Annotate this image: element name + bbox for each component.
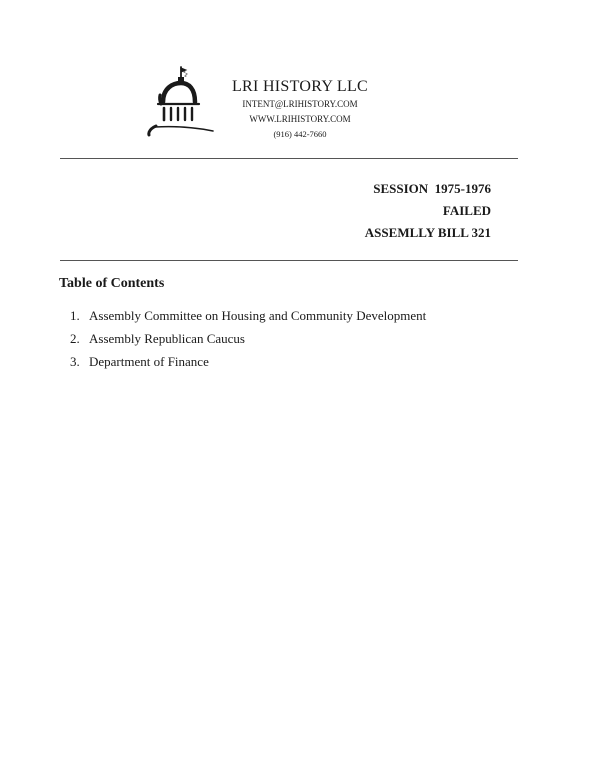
top-divider xyxy=(60,158,518,159)
toc-item[interactable] xyxy=(70,308,426,331)
bottom-divider xyxy=(60,260,518,261)
company-phone: (916) 442-7660 xyxy=(273,129,327,139)
bill-status: FAILED xyxy=(442,203,491,218)
company-website: WWW.LRIHISTORY.COM xyxy=(249,114,351,124)
toc-list xyxy=(70,308,426,377)
bill-number: ASSEMLLY BILL 321 xyxy=(364,225,491,240)
company-email: INTENT@LRIHISTORY.COM xyxy=(242,99,358,109)
toc-item-label: Assembly Committee on Housing and Community Development xyxy=(89,308,427,323)
toc-item-label: Assembly Republican Caucus xyxy=(89,331,245,346)
toc-item-number: 1. xyxy=(70,308,80,323)
company-name: LRI HISTORY LLC xyxy=(231,78,369,95)
session-label: SESSION 1975-1976 xyxy=(373,181,491,196)
toc-heading: Table of Contents xyxy=(59,276,165,291)
toc-item-number: 2. xyxy=(70,331,80,346)
toc-item[interactable] xyxy=(70,331,426,354)
toc-item-number: 3. xyxy=(70,354,80,369)
toc-item-label: Department of Finance xyxy=(89,354,209,369)
toc-item[interactable] xyxy=(70,354,426,377)
